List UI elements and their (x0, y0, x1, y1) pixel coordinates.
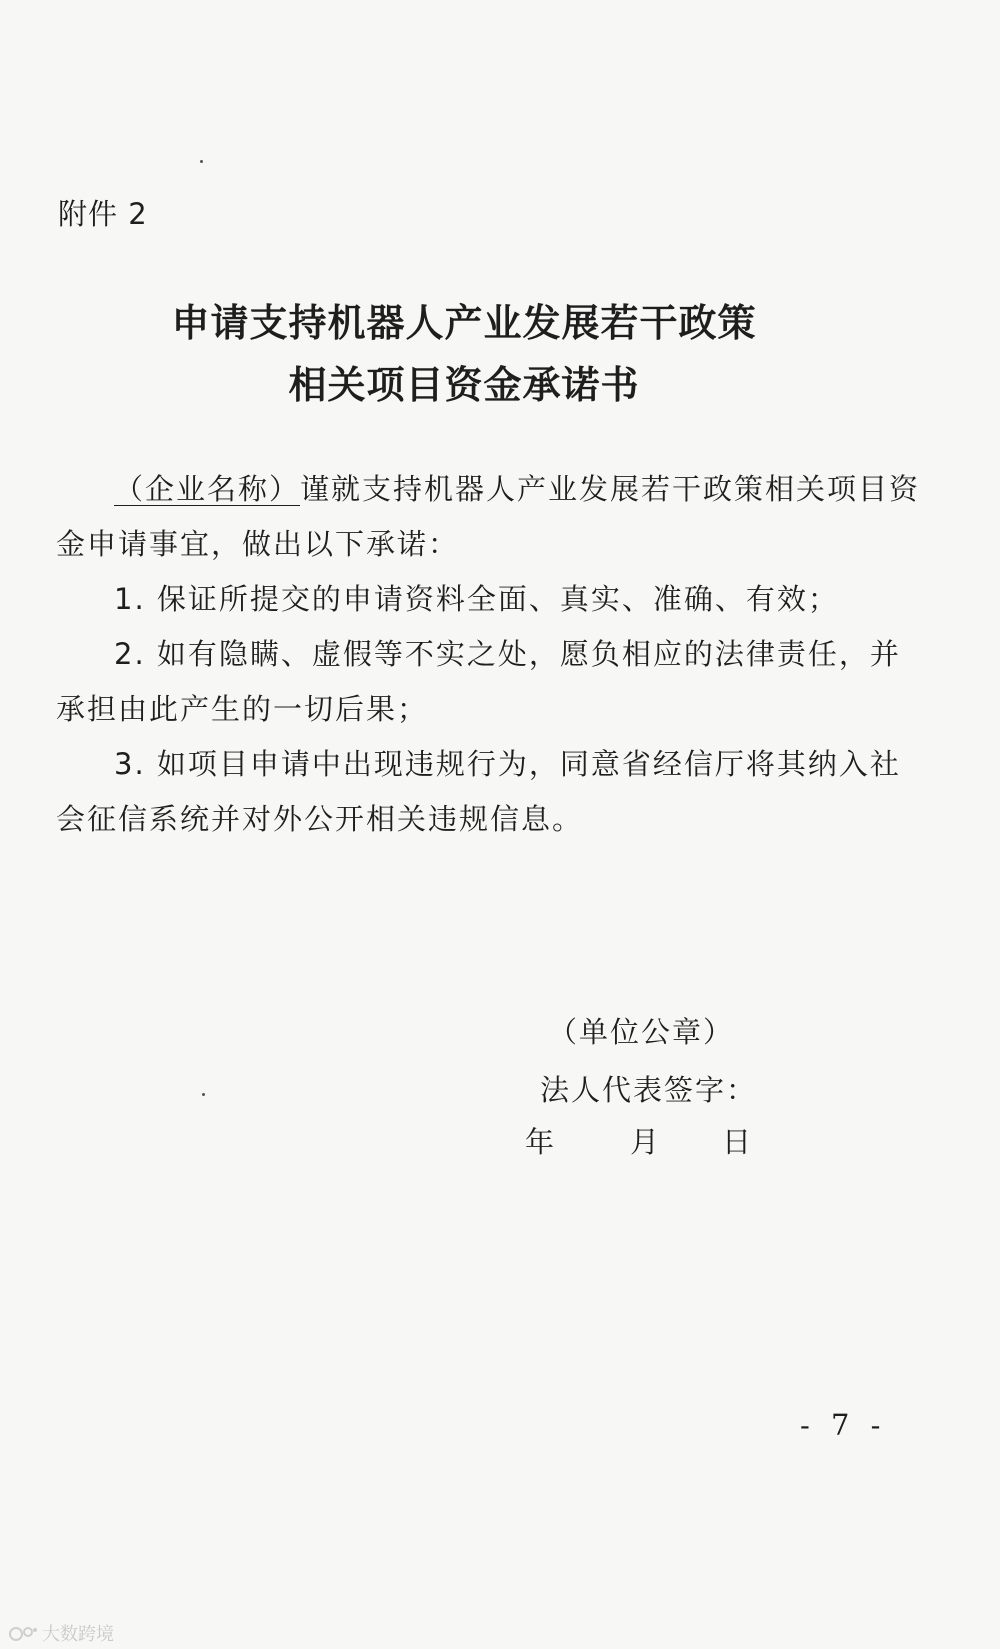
company-seal-label: （单位公章） (548, 1015, 735, 1049)
watermark-logo-icon (8, 1624, 38, 1642)
commitment-item-3-line-2: 会征信系统并对外公开相关违规信息。 (56, 802, 584, 836)
date-month-label: 月 (630, 1125, 662, 1159)
commitment-item-1-line-1: 1. 保证所提交的申请资料全面、真实、准确、有效； (114, 582, 839, 616)
watermark-text: 大数跨境 (42, 1624, 114, 1645)
intro-paragraph (56, 462, 921, 572)
intro-line-1 (56, 462, 921, 517)
commitment-item-2-line-1: 2. 如有隐瞒、虚假等不实之处，愿负相应的法律责任，并 (114, 637, 901, 671)
commitment-item-2-line-2: 承担由此产生的一切后果； (56, 692, 429, 726)
scan-speck (202, 1093, 205, 1096)
intro-line-2: 金申请事宜，做出以下承诺： (56, 527, 460, 561)
company-name-placeholder: （企业名称） (114, 472, 301, 506)
scan-speck (200, 160, 203, 163)
legal-representative-signature-label: 法人代表签字： (540, 1073, 758, 1107)
intro-line-1-text: 谨就支持机器人产业发展若干政策相关项目资 (300, 472, 921, 506)
date-day-label: 日 (722, 1125, 754, 1159)
commitment-item-3-line-1: 3. 如项目申请中出现违规行为，同意省经信厅将其纳入社 (114, 747, 901, 781)
commitment-item-2 (56, 627, 901, 737)
watermark (8, 1620, 114, 1646)
attachment-label: 附件 2 (58, 197, 148, 231)
date-line (525, 1120, 753, 1161)
document-title-line-1: 申请支持机器人产业发展若干政策 (171, 300, 757, 345)
commitment-item-3 (56, 737, 901, 847)
date-year-label: 年 (525, 1125, 557, 1159)
commitment-item-1 (56, 572, 886, 627)
document-title-line-2: 相关项目资金承诺书 (288, 362, 640, 407)
page-number: - 7 - (800, 1408, 887, 1442)
